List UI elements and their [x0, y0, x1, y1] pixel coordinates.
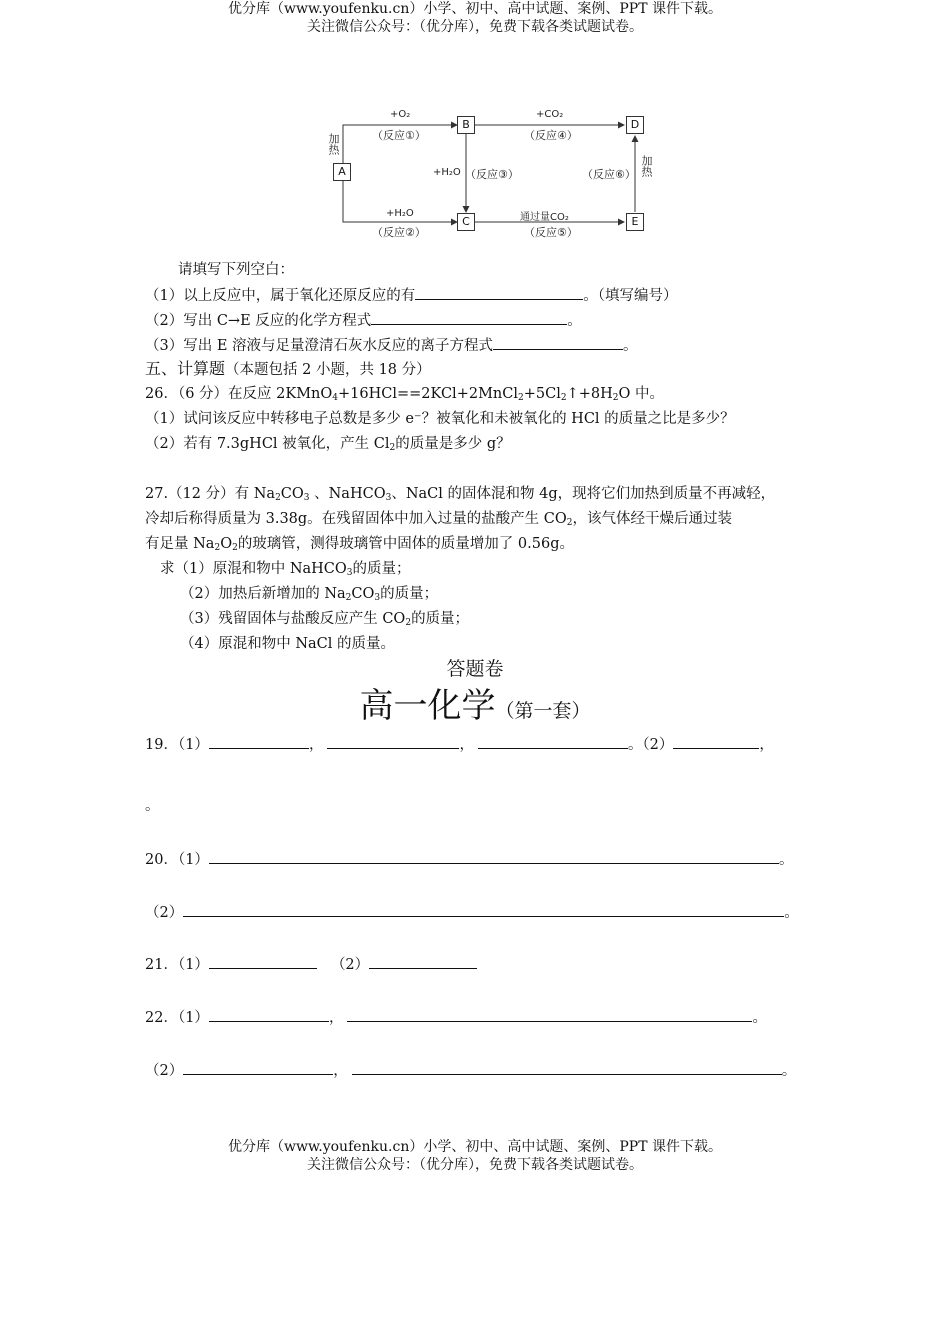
answer-sheet-title: 答题卷: [446, 658, 504, 680]
q25-part3-blank[interactable]: [493, 335, 623, 350]
q27-ask2a: （2）加热后新增加的 Na: [180, 586, 346, 602]
q25-part1-end: 。（填写编号）: [583, 288, 678, 304]
q27-ask4: （4）原混和物中 NaCl 的质量。: [180, 636, 396, 652]
ab-reagent: +O₂: [390, 109, 411, 120]
q26-part2: （2）若有 7.3gHCl 被氧化，产生 $Cl_2$的质量是多少 g？: [145, 436, 511, 453]
bc-reagent: +H₂O: [433, 167, 461, 178]
q25-part1: [145, 285, 677, 306]
q22-blank-3[interactable]: [183, 1060, 333, 1075]
q27-ask2b: CO: [351, 586, 375, 602]
q21-blank-1[interactable]: [209, 954, 317, 969]
q20-line1: [145, 849, 793, 870]
q22-blank-1[interactable]: [209, 1007, 329, 1022]
q26-part1: （1）试问该反应中转移电子总数是多少 e⁻？被氧化和未被氧化的 HCl 的质量之比是多少？: [145, 411, 735, 427]
q21-num: 21．（1）: [145, 957, 209, 973]
q27-ask1a: 求（1）原混和物中 NaHCO: [160, 561, 347, 577]
q26-stem-e: O 中。: [618, 386, 664, 402]
q27-l1c: 、NaHCO: [309, 486, 386, 502]
q22-comma-2: ，: [333, 1063, 348, 1079]
q20-part2: （2）: [145, 905, 184, 921]
node-b: B: [457, 116, 475, 134]
q26-stem-c: +5Cl: [523, 386, 561, 402]
q27-l1b: CO: [280, 486, 304, 502]
heat-left-label: 加热: [327, 133, 340, 155]
q22-comma-1: ，: [328, 1010, 344, 1026]
q22-num: 22．（1）: [145, 1010, 209, 1026]
q25-part2-text: （2）写出 C→E 反应的化学方程式: [145, 313, 372, 329]
q22-period-1: 。: [752, 1010, 767, 1026]
q19-comma-1: ，: [308, 737, 324, 753]
answer-sheet-subject: 高一化学: [359, 686, 496, 726]
q26-stem-d: ↑+8H: [566, 386, 613, 402]
q25-intro: 请填写下列空白：: [178, 262, 294, 278]
ce-reagent: 通过量CO₂: [520, 212, 569, 223]
q22-part2: （2）: [145, 1063, 184, 1079]
section-5-title: 五、计算题: [145, 359, 226, 378]
q26-stem-b: +16HCl==2KCl+2MnCl: [338, 386, 518, 402]
ce-label: （反应⑤）: [524, 226, 578, 239]
q22-blank-4[interactable]: [352, 1060, 782, 1075]
q20-blank-2[interactable]: [183, 902, 784, 917]
q27-l2b: ，该气体经干燥后通过装: [572, 511, 732, 527]
q22-line1: [145, 1007, 767, 1028]
q25-part2-end: 。: [567, 313, 582, 329]
q26-stem-a: 26．（6 分）在反应 2KMnO: [145, 386, 333, 402]
q25-part3-text: （3）写出 E 溶液与足量澄清石灰水反应的离子方程式: [145, 338, 494, 354]
q19-blank-4[interactable]: [673, 734, 759, 749]
q19-end: 。: [145, 798, 160, 814]
q20-period-1: 。: [778, 852, 794, 868]
q19-blank-1[interactable]: [209, 734, 309, 749]
footer-line-1: 优分库（www.youfenku.cn）小学、初中、高中试题、案例、PPT 课件下载。: [227, 1139, 722, 1155]
q19-comma-3: ，: [759, 737, 774, 753]
ac-label: （反应②）: [372, 226, 426, 239]
q21-line: [145, 954, 477, 975]
q19-blank-2[interactable]: [327, 734, 459, 749]
q27-l3a: 有足量 Na: [145, 536, 215, 552]
q27-l3c: 的玻璃管，测得玻璃管中固体的质量增加了 0.56g。: [237, 536, 574, 552]
header-line-2: 关注微信公众号：（优分库），免费下载各类试题试卷。: [307, 19, 643, 35]
q20-blank-1[interactable]: [209, 849, 779, 864]
q27-ask2: （2）加热后新增加的 $Na_2CO_3$的质量；: [180, 586, 439, 603]
q27-ask1: 求（1）原混和物中 NaHCO$_3$的质量；: [160, 561, 411, 578]
footer-line-2: 关注微信公众号：（优分库），免费下载各类试题试卷。: [307, 1157, 643, 1173]
node-c: C: [457, 213, 475, 231]
q27-line2: 冷却后称得质量为 3.38g。在残留固体中加入过量的盐酸产生 $CO_2$，该气体经干燥后通过装: [145, 511, 732, 528]
q25-part3-end: 。: [623, 338, 638, 354]
q19-comma-2: ，: [459, 737, 474, 753]
section-5-note: （本题包括 2 小题，共 18 分）: [225, 362, 431, 378]
q19-part2: 。（2）: [627, 737, 674, 753]
q27-ask3a: （3）残留固体与盐酸反应产生 CO: [180, 611, 406, 627]
q27-l3b: O: [220, 536, 233, 552]
q27-ask3b: 的质量；: [411, 611, 470, 627]
ed-label: （反应⑥）: [582, 168, 636, 181]
q25-part3: [145, 335, 638, 356]
q20-line2: [145, 902, 799, 923]
q26-stem: 26．（6 分）在反应 $2KMnO_4+16HCl==2KCl+2MnCl_2+5Cl_2↑+8H_2O$ 中。: [145, 386, 664, 403]
node-a: A: [333, 163, 351, 181]
answer-sheet-set: （第一套）: [495, 700, 591, 722]
q25-part2: [145, 310, 582, 331]
q19-num: 19．（1）: [145, 737, 209, 753]
q25-part1-text: （1）以上反应中，属于氧化还原反应的有: [145, 288, 416, 304]
q21-part2: （2）: [330, 957, 370, 973]
q27-ask3: （3）残留固体与盐酸反应产生 $CO_2$的质量；: [180, 611, 470, 628]
q21-blank-2[interactable]: [369, 954, 477, 969]
q25-part2-blank[interactable]: [371, 310, 567, 325]
node-e: E: [626, 213, 644, 231]
q27-line1: 27.（12 分）有 $Na_2CO_3$ 、NaHCO$_3$、NaCl 的固体混和物 4g，现将它们加热到质量不再减轻，: [145, 486, 776, 503]
bc-label: （反应③）: [465, 168, 519, 181]
q26-part2-a: （2）若有 7.3gHCl 被氧化，产生 Cl: [145, 436, 390, 452]
section-5-heading: [145, 359, 431, 380]
bd-label: （反应④）: [524, 129, 578, 142]
q26-part2-b: 的质量是多少 g？: [395, 436, 511, 452]
q27-l2a: 冷却后称得质量为 3.38g。在残留固体中加入过量的盐酸产生 CO: [145, 511, 567, 527]
node-d: D: [626, 116, 644, 134]
q27-l1a: 27.（12 分）有 Na: [145, 486, 276, 502]
q27-line3: 有足量 $Na_2O_2$的玻璃管，测得玻璃管中固体的质量增加了 0.56g。: [145, 536, 574, 553]
ab-label: （反应①）: [372, 129, 426, 142]
bd-reagent: +CO₂: [536, 109, 564, 120]
q19-line: [145, 734, 774, 755]
heat-right-label: 加热: [640, 155, 653, 177]
q20-num: 20．（1）: [145, 852, 209, 868]
reaction-diagram: [320, 105, 660, 240]
ac-reagent: +H₂O: [386, 208, 414, 219]
header-line-1: 优分库（www.youfenku.cn）小学、初中、高中试题、案例、PPT 课件下载。: [227, 1, 722, 17]
q22-period-2: 。: [781, 1063, 797, 1079]
q27-ask1b: 的质量；: [352, 561, 411, 577]
q22-line2: [145, 1060, 796, 1081]
q19-blank-3[interactable]: [478, 734, 628, 749]
q20-period-2: 。: [784, 905, 799, 921]
answer-sheet-heading: [0, 684, 950, 734]
q27-ask2c: 的质量；: [380, 586, 439, 602]
q27-l1d: 、NaCl 的固体混和物 4g，现将它们加热到质量不再减轻，: [391, 486, 776, 502]
q22-blank-2[interactable]: [347, 1007, 752, 1022]
q25-part1-blank[interactable]: [415, 285, 583, 300]
